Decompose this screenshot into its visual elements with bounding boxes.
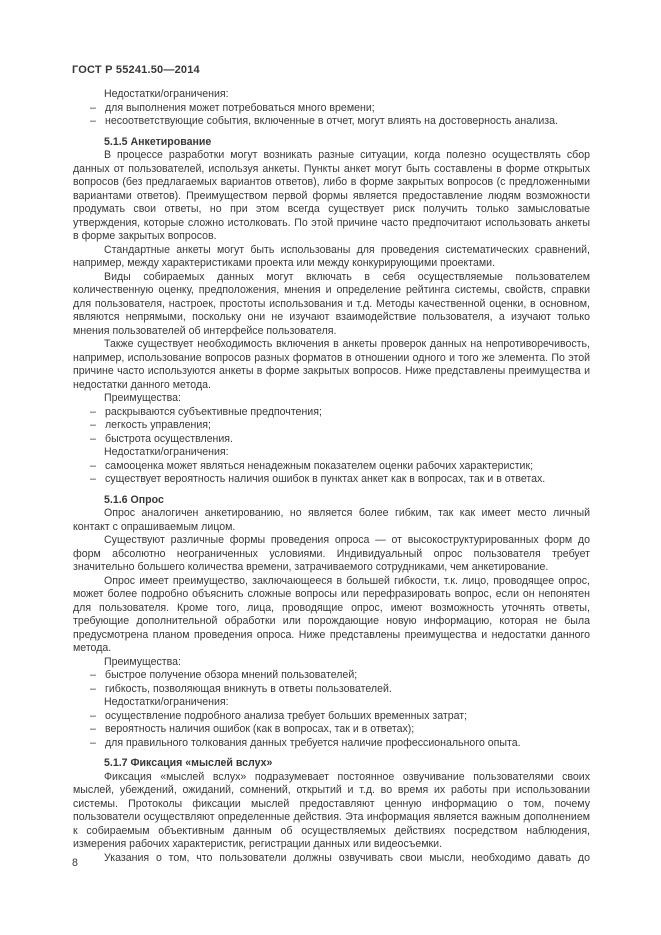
list-item-text: гибкость, позволяющая вникнуть в ответы пользователей. bbox=[105, 682, 392, 695]
list-item-text: для выполнения может потребоваться много времени; bbox=[105, 101, 375, 114]
list-label: Недостатки/ограничения: bbox=[104, 88, 229, 100]
paragraph: В процессе разработки могут возникать разные ситуации, когда полезно осуществлять сбор данных от пользователей, используя анкеты. Пункты анкет могут быть составлены в форме открытых вопросов (без предлагаемых вариантов ответов), либо в форме закрытых вопросов (с предложенными вариантами ответов). Преимуществом первой формы является предоставление людям возможности продумать свои ответы, но при этом всегда существует риск получить только замысловатые утверждения, которые сложно истолковать. По этой причине часто предпочитают использовать анкеты в форме закрытых вопросов. bbox=[73, 149, 590, 242]
list-item bbox=[73, 115, 590, 129]
list-item bbox=[73, 737, 590, 751]
paragraph: Также существует необходимость включения в анкеты проверок данных на непротиворечивость, например, использование вопросов разных форматов в отношении одного и того же элемента. По этой причине часто используются анкеты в форме закрытых вопросов. Ниже представлены преимущества и недостатки данного метода. bbox=[73, 338, 590, 391]
list-label: Преимущества: bbox=[104, 655, 181, 668]
bullet-dash-icon: – bbox=[90, 115, 96, 127]
paragraph: Фиксация «мыслей вслух» подразумевает постоянное озвучивание пользователями своих мыслей, убеждений, ожиданий, сомнений, открытий и т.д. во время их работы при использовании системы. Протоколы фиксации мыслей предоставляют ценную информацию о том, почему пользователи осуществляют определенные действия. Эта информация является важным дополнением к собираемым объективным данным об осуществляемых действиях посредством наблюдения, измерения рабочих характеристик, регистрации данных или видеосъемки. bbox=[73, 770, 590, 850]
list-item bbox=[73, 102, 590, 116]
list-item-text: самооценка может являться ненадежным показателем оценки рабочих характеристик; bbox=[105, 459, 534, 472]
list-item bbox=[73, 433, 590, 447]
list-item-text: несоответствующие события, включенные в отчет, могут влиять на достоверность анализа. bbox=[105, 115, 558, 127]
bullet-dash-icon: – bbox=[90, 419, 96, 431]
bullet-dash-icon: – bbox=[90, 736, 96, 749]
list-item-text: вероятность наличия ошибок (как в вопросах, так и в ответах); bbox=[105, 723, 415, 735]
list-item bbox=[73, 710, 590, 724]
bullet-dash-icon: – bbox=[90, 669, 96, 681]
document-content bbox=[73, 88, 590, 865]
list-item-text: раскрываются субъективные предпочтения; bbox=[105, 405, 322, 418]
list-item bbox=[73, 723, 590, 737]
list-item-text: осуществление подробного анализа требует больших временных затрат; bbox=[105, 709, 468, 722]
list-label: Преимущества: bbox=[104, 392, 181, 404]
list-item-text: существует вероятность наличия ошибок в пунктах анкет как в вопросах, так и в ответах. bbox=[105, 473, 546, 485]
list-item-text: быстрое получение обзора мнений пользователей; bbox=[105, 669, 358, 681]
bullet-dash-icon: – bbox=[90, 682, 96, 695]
bullet-dash-icon: – bbox=[90, 473, 96, 485]
bullet-dash-icon: – bbox=[90, 101, 96, 114]
paragraph-continued: Указания о том, что пользователи должны озвучивать свои мысли, необходимо давать до bbox=[104, 851, 590, 864]
page-number: 8 bbox=[72, 857, 78, 869]
list-item bbox=[73, 406, 590, 420]
paragraph: Опрос имеет преимущество, заключающееся в большей гибкости, т.к. лицо, проводящее опрос, может более подробно объяснить сложные вопросы или перефразировать вопрос, если он непонятен для пользователя. Кроме того, лица, проводящие опрос, имеют возможность уточнять ответы, требующие дополнительной обработки или порождающие новую информацию, которая не была предусмотрена планом проведения опроса. Ниже представлены преимущества и недостатки данного метода. bbox=[73, 574, 590, 654]
running-header: ГОСТ Р 55241.50—2014 bbox=[72, 64, 200, 76]
bullet-dash-icon: – bbox=[90, 432, 96, 445]
bullet-dash-icon: – bbox=[90, 723, 96, 735]
list-item-text: быстрота осуществления. bbox=[105, 432, 233, 445]
list-item bbox=[73, 669, 590, 683]
paragraph: Виды собираемых данных могут включать в себя осуществляемые пользователем количественную оценку, предположения, мнения и определение рейтинга системы, свойств, справки для пользователя, настроек, простоты использования и т.д. Методы качественной оценки, в основном, являются непрямыми, поскольку они не изучают взаимодействие пользователя, а изучают только мнения пользователей об интерфейсе пользователя. bbox=[73, 270, 590, 337]
paragraph: Существуют различные формы проведения опроса — от высокоструктурированных форм до форм абсолютно неограниченных условиями. Индивидуальный опрос пользователя требует значительно большего количества времени, затрачиваемого сотрудниками, чем анкетирование. bbox=[73, 534, 590, 573]
list-item-text: легкость управления; bbox=[105, 419, 211, 431]
section-heading: 5.1.7 Фиксация «мыслей вслух» bbox=[104, 757, 273, 769]
bullet-dash-icon: – bbox=[90, 405, 96, 418]
bullet-dash-icon: – bbox=[90, 459, 96, 472]
list-item bbox=[73, 473, 590, 487]
list-label: Недостатки/ограничения: bbox=[104, 696, 229, 708]
bullet-dash-icon: – bbox=[90, 709, 96, 722]
list-item bbox=[73, 683, 590, 697]
list-item bbox=[73, 419, 590, 433]
list-label: Недостатки/ограничения: bbox=[104, 446, 229, 458]
section-heading: 5.1.6 Опрос bbox=[104, 493, 164, 506]
paragraph: Стандартные анкеты могут быть использованы для проведения систематических сравнений, например, между характеристиками проекта или между конкурирующими проектами. bbox=[73, 243, 590, 269]
paragraph: Опрос аналогичен анкетированию, но является более гибким, так как имеет место личный контакт с опрашиваемым лицом. bbox=[73, 507, 590, 533]
section-heading: 5.1.5 Анкетирование bbox=[104, 135, 212, 148]
list-item-text: для правильного толкования данных требуется наличие профессионального опыта. bbox=[105, 736, 521, 749]
list-item bbox=[73, 460, 590, 474]
